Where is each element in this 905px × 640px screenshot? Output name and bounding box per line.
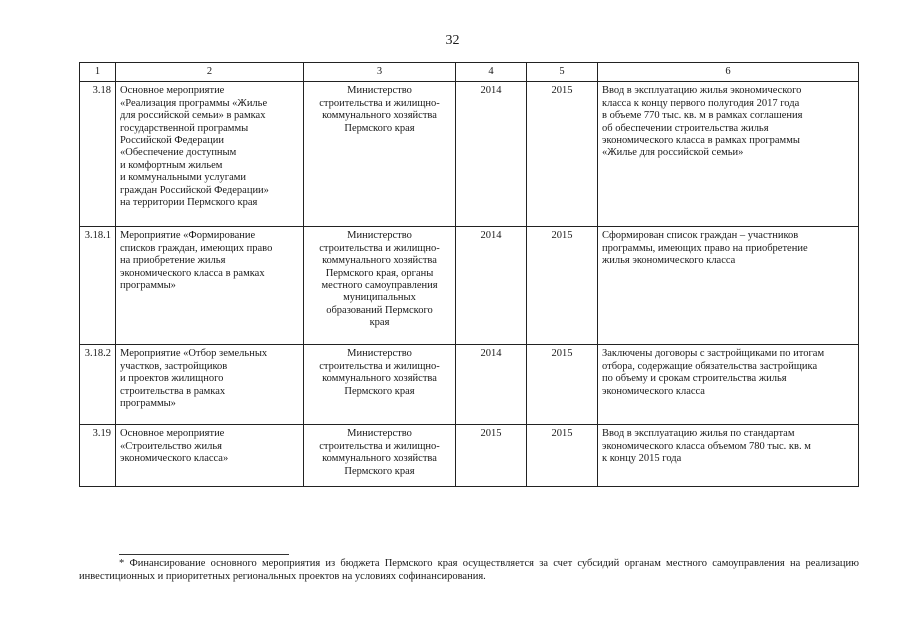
start-year: 2015 xyxy=(456,425,527,487)
executor: Министерство строительства и жилищно- коммунального хозяйства Пермского края xyxy=(304,345,456,425)
header-cell: 3 xyxy=(304,63,456,82)
header-cell: 6 xyxy=(598,63,859,82)
footnote: * Финансирование основного мероприятия из бюджета Пермского края осуществляется за счет субсидий органам местного самоуправления на реализацию инвестиционных и приоритетных региональных проектов на условиях софинансирования. xyxy=(79,558,859,582)
header-cell: 5 xyxy=(527,63,598,82)
expected-result: Ввод в эксплуатацию жилья по стандартам экономического класса объемом 780 тыс. кв. м к концу 2015 года xyxy=(598,425,859,487)
table-row xyxy=(80,345,859,425)
end-year: 2015 xyxy=(527,425,598,487)
table-row xyxy=(80,82,859,227)
activity-name: Мероприятие «Отбор земельных участков, застройщиков и проектов жилищного строительства в рамках программы» xyxy=(116,345,304,425)
end-year: 2015 xyxy=(527,227,598,345)
activity-name: Мероприятие «Формирование списков граждан, имеющих право на приобретение жилья экономического класса в рамках программы» xyxy=(116,227,304,345)
activity-name: Основное мероприятие «Реализация программы «Жилье для российской семьи» в рамках государственной программы Российской Федерации «Обеспечение доступным и комфортным жильем и коммунальными услугами граждан Российской Федерации» на территории Пермского края xyxy=(116,82,304,227)
table-row xyxy=(80,425,859,487)
page-number: 32 xyxy=(445,33,460,48)
executor: Министерство строительства и жилищно- коммунального хозяйства Пермского края xyxy=(304,82,456,227)
row-number: 3.18 xyxy=(80,82,116,227)
start-year: 2014 xyxy=(456,345,527,425)
executor: Министерство строительства и жилищно- коммунального хозяйства Пермского края xyxy=(304,425,456,487)
end-year: 2015 xyxy=(527,82,598,227)
expected-result: Сформирован список граждан – участников программы, имеющих право на приобретение жилья экономического класса xyxy=(598,227,859,345)
row-number: 3.18.1 xyxy=(80,227,116,345)
end-year: 2015 xyxy=(527,345,598,425)
row-number: 3.19 xyxy=(80,425,116,487)
activities-table xyxy=(79,62,859,487)
footnote-divider xyxy=(119,554,289,555)
expected-result: Заключены договоры с застройщиками по итогам отбора, содержащие обязательства застройщика по объему и срокам строительства жилья экономического класса xyxy=(598,345,859,425)
header-cell: 4 xyxy=(456,63,527,82)
row-number: 3.18.2 xyxy=(80,345,116,425)
header-cell: 1 xyxy=(80,63,116,82)
activity-name: Основное мероприятие «Строительство жилья экономического класса» xyxy=(116,425,304,487)
start-year: 2014 xyxy=(456,227,527,345)
header-cell: 2 xyxy=(116,63,304,82)
table-row xyxy=(80,227,859,345)
start-year: 2014 xyxy=(456,82,527,227)
expected-result: Ввод в эксплуатацию жилья экономического класса к концу первого полугодия 2017 года в объеме 770 тыс. кв. м в рамках соглашения об обеспечении строительства жилья экономического класса в рамках программы «Жилье для российской семьи» xyxy=(598,82,859,227)
executor: Министерство строительства и жилищно- коммунального хозяйства Пермского края, органы местного самоуправления муниципальных образований Пермского края xyxy=(304,227,456,345)
table-header-row xyxy=(80,63,859,82)
